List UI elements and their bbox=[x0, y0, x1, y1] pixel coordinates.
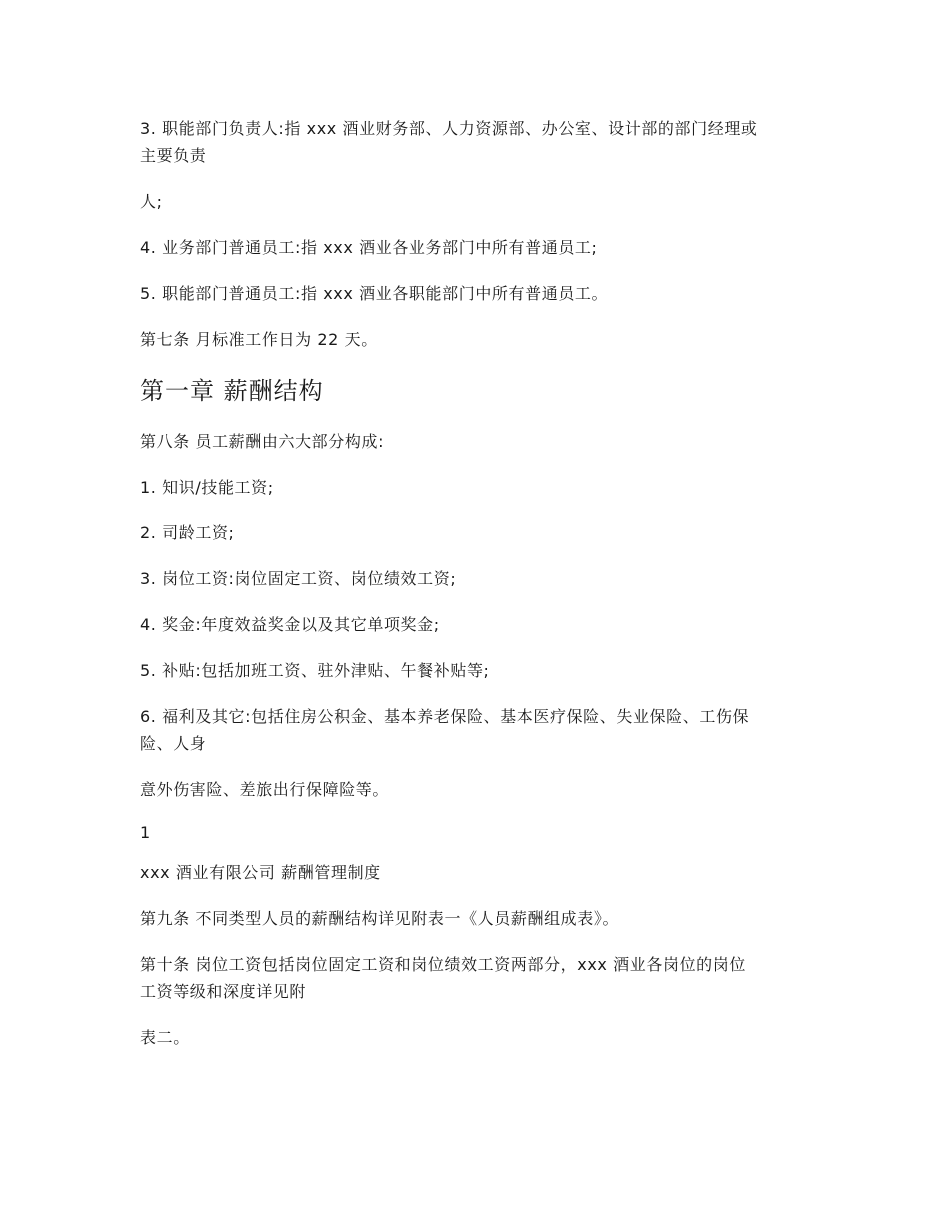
list-item: 1. 知识/技能工资; bbox=[140, 478, 274, 497]
paragraph-line: 第十条 岗位工资包括岗位固定工资和岗位绩效工资两部分，xxx 酒业各岗位的岗位 bbox=[140, 955, 746, 974]
chapter-heading: 第一章 薪酬结构 bbox=[140, 377, 324, 405]
paragraph-line: 工资等级和深度详见附 bbox=[140, 982, 307, 1001]
paragraph-line: 4. 业务部门普通员工:指 xxx 酒业各业务部门中所有普通员工; bbox=[140, 238, 598, 257]
list-item: 3. 岗位工资:岗位固定工资、岗位绩效工资; bbox=[140, 569, 457, 588]
paragraph-line: 5. 职能部门普通员工:指 xxx 酒业各职能部门中所有普通员工。 bbox=[140, 284, 609, 303]
list-item: 险、人身 bbox=[140, 734, 207, 753]
paragraph-line: 第八条 员工薪酬由六大部分构成: bbox=[140, 432, 385, 451]
list-item: 意外伤害险、差旅出行保障险等。 bbox=[140, 780, 390, 799]
list-item: 4. 奖金:年度效益奖金以及其它单项奖金; bbox=[140, 615, 440, 634]
page-number: 1 bbox=[140, 823, 151, 842]
list-item: 2. 司龄工资; bbox=[140, 523, 235, 542]
paragraph-line: 第九条 不同类型人员的薪酬结构详见附表一《人员薪酬组成表》。 bbox=[140, 909, 620, 928]
paragraph-line: 主要负责 bbox=[140, 146, 207, 165]
paragraph-line: 第七条 月标准工作日为 22 天。 bbox=[140, 330, 378, 349]
running-header: xxx 酒业有限公司 薪酬管理制度 bbox=[140, 863, 381, 882]
list-item: 5. 补贴:包括加班工资、驻外津贴、午餐补贴等; bbox=[140, 661, 490, 680]
paragraph-line: 3. 职能部门负责人:指 xxx 酒业财务部、人力资源部、办公室、设计部的部门经理或 bbox=[140, 119, 758, 138]
paragraph-line: 表二。 bbox=[140, 1028, 190, 1047]
paragraph-line: 人; bbox=[140, 192, 163, 211]
list-item: 6. 福利及其它:包括住房公积金、基本养老保险、基本医疗保险、失业保险、工伤保 bbox=[140, 707, 750, 726]
